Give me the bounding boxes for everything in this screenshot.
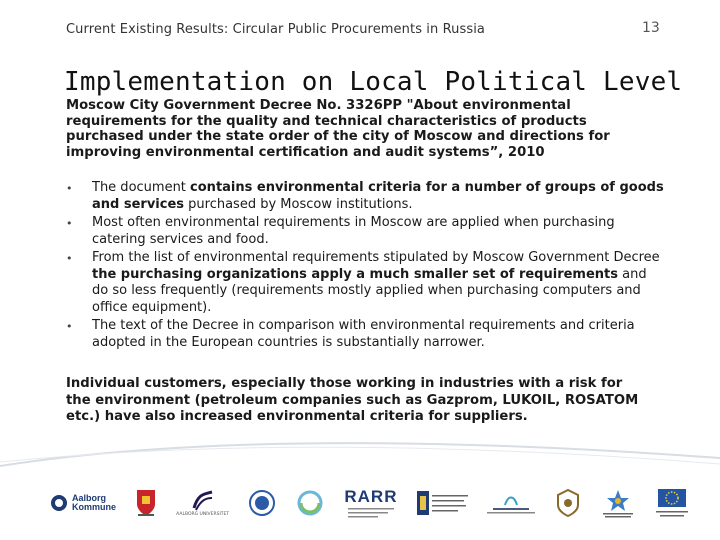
aalborg-university-wave-icon xyxy=(190,490,216,512)
aalborg-university-logo xyxy=(176,481,229,525)
rarr-logo xyxy=(344,481,397,525)
aalborg-crest-icon xyxy=(50,494,68,512)
ministry-crest-icon xyxy=(417,491,429,515)
bullet-text: purchased by Moscow institutions. xyxy=(184,196,413,212)
closing-paragraph: Individual customers, especially those working in industries with a risk for the environment (petroleum companies such as Gazprom, LUKOIL, ROSATOM etc.) have also increased environmental criteria for suppliers. xyxy=(66,376,639,424)
bullet-icon: • xyxy=(66,252,73,265)
bullet-list xyxy=(66,180,666,353)
nordic-env-finance-logo xyxy=(487,481,535,525)
bullet-item xyxy=(66,180,666,213)
ministry-text-lines xyxy=(432,493,468,513)
bullet-item xyxy=(66,215,666,248)
decree-intro: Moscow City Government Decree No. 3326PP "About environmental requirements for the quality and technical characteristics of products purchased under the state order of the city of Moscow and directions for improving environmental certification and audit systems”, 2010 xyxy=(66,98,610,160)
state-emblem-icon xyxy=(554,488,582,518)
moscow-crest-logo xyxy=(135,481,157,525)
bullet-text: Most often environmental requirements in Moscow are applied when purchasing catering services and food. xyxy=(92,215,615,247)
slide-header-title: Current Existing Results: Circular Public Procurements in Russia xyxy=(66,22,485,37)
page-number: 13 xyxy=(642,20,660,36)
regional-network-icon xyxy=(601,488,635,518)
partner-logos xyxy=(50,478,690,528)
bullet-icon: • xyxy=(66,182,73,195)
circle-eco-logo xyxy=(295,481,325,525)
aalborg-name: Kommune xyxy=(72,502,117,512)
slide-title: Implementation on Local Political Level xyxy=(64,67,683,98)
bullet-icon: • xyxy=(66,217,73,230)
university-seal-logo xyxy=(248,481,276,525)
state-emblem-logo xyxy=(554,481,582,525)
eu-baltic-logo xyxy=(654,481,690,525)
aalborg-kommune-logo xyxy=(50,481,116,525)
bullet-text: The text of the Decree in comparison with environmental requirements and criteria adopted in the European countries is substantially narrower. xyxy=(92,318,635,350)
aalborg-university-name: AALBORG UNIVERSITET xyxy=(176,511,230,517)
rarr-name: RARR xyxy=(344,487,398,506)
bullet-text: and do so less frequently (requirements mostly applied when purchasing computers and office equipment). xyxy=(92,266,647,315)
bullet-item xyxy=(66,250,666,316)
moscow-crest-icon xyxy=(135,488,157,518)
eu-baltic-icon xyxy=(654,487,690,519)
rarr-subtitle-lines xyxy=(348,507,394,519)
university-seal-icon xyxy=(248,489,276,517)
bullet-emphasis: the purchasing organizations apply a much smaller set of requirements xyxy=(92,266,618,282)
bullet-emphasis: contains environmental criteria for a number of groups of goods and services xyxy=(92,180,664,212)
ministry-crest-logo xyxy=(417,481,468,525)
regional-network-logo xyxy=(601,481,635,525)
bullet-item xyxy=(66,318,666,351)
bullet-text: The document xyxy=(92,180,191,195)
aalborg-name: Aalborg xyxy=(72,493,107,503)
bullet-icon: • xyxy=(66,320,73,333)
eco-circle-icon xyxy=(295,488,325,518)
nordic-env-finance-icon xyxy=(487,491,535,515)
bullet-text: From the list of environmental requirements stipulated by Moscow Government Decree xyxy=(92,250,660,265)
